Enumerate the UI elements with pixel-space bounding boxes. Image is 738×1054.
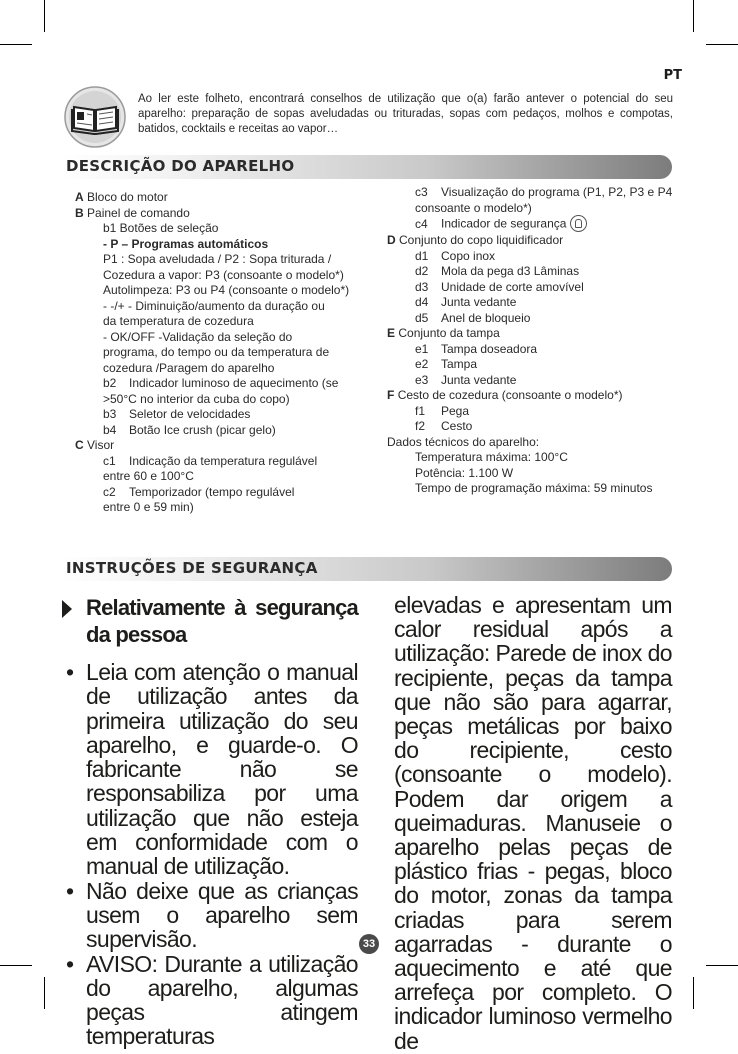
item-text: Temporizador (tempo regulável: [129, 484, 295, 499]
item-text: Potência: 1.100 W: [415, 465, 514, 480]
section-header-description: [62, 155, 672, 179]
item-text: Temperatura máxima: 100°C: [415, 450, 568, 464]
description-item: [387, 419, 687, 435]
item-key: e3: [415, 372, 429, 387]
item-text: Anel de bloqueio: [441, 310, 531, 325]
safety-bullet: • Não deixe que as crianças usem o aparelho sem supervisão.: [66, 879, 358, 952]
item-text: Junta vedante: [441, 295, 517, 309]
item-text: Cozedura a vapor: P3 (consoante o modelo*): [103, 267, 344, 282]
description-item: [387, 481, 687, 497]
crop-mark: [0, 44, 32, 45]
crop-mark: [0, 965, 32, 966]
crop-mark: [706, 965, 738, 966]
item-text: Tampa doseadora: [441, 341, 538, 356]
section-title: INSTRUÇÕES DE SEGURANÇA: [66, 559, 318, 577]
description-item: [387, 388, 687, 404]
description-item: [75, 190, 375, 206]
description-item: [387, 185, 687, 201]
description-item: [75, 392, 375, 408]
item-text: programa, do tempo ou da temperatura de: [103, 345, 330, 359]
item-text: Visor: [87, 438, 115, 452]
description-item: [75, 361, 375, 377]
item-text: Autolimpeza: P3 ou P4 (consoante o modelo*): [103, 283, 350, 297]
section-title: DESCRIÇÃO DO APARELHO: [66, 157, 295, 175]
item-text: - P – Programas automáticos: [103, 236, 269, 251]
description-item: [75, 283, 375, 299]
description-item: [75, 268, 375, 284]
description-item: [75, 221, 375, 237]
safety-bullet: • AVISO: Durante a utilização do aparelho, algumas peças atingem temperaturas: [66, 952, 358, 1049]
item-text: cozedura /Paragem do aparelho: [103, 360, 275, 375]
item-text: Indicação da temperatura regulável: [129, 453, 318, 468]
item-key: b4: [103, 422, 117, 437]
description-item: [387, 201, 687, 217]
item-text: Indicador luminoso de aquecimento (se: [129, 376, 339, 390]
description-item: [75, 438, 375, 454]
description-item: [75, 206, 375, 222]
description-item: [387, 373, 687, 389]
crop-mark: [706, 44, 738, 45]
language-code: PT: [663, 68, 682, 83]
item-key: d5: [415, 310, 429, 325]
item-key: f2: [415, 419, 426, 433]
description-item: [387, 280, 687, 296]
description-item: [75, 376, 375, 392]
description-item: [387, 311, 687, 327]
description-item: [75, 299, 375, 315]
safety-bullet-list: [66, 660, 358, 1049]
item-key: e2: [415, 357, 429, 371]
item-text: >50°C no interior da cuba do copo): [103, 391, 290, 406]
description-item: [75, 423, 375, 439]
description-item: [75, 345, 375, 361]
item-text: - OK/OFF -Validação da seleção do: [103, 329, 293, 344]
item-text: Pega: [441, 403, 470, 418]
item-key: c2: [103, 484, 116, 499]
item-key: f1: [415, 403, 426, 418]
crop-mark: [693, 0, 694, 32]
item-text: Cesto: [441, 419, 473, 433]
item-key: C: [75, 438, 84, 452]
item-text: entre 60 e 100°C: [103, 469, 194, 483]
item-text: da temperatura de cozedura: [103, 314, 254, 328]
description-item: [387, 216, 687, 233]
item-text: P1 : Sopa aveludada / P2 : Sopa triturada /: [103, 252, 332, 266]
description-item: [387, 295, 687, 311]
item-text: Unidade de corte amovível: [441, 279, 584, 294]
item-key: d4: [415, 295, 429, 309]
item-key: B: [75, 205, 84, 220]
item-key: d3: [415, 279, 429, 294]
description-item: [387, 326, 687, 342]
safety-left-column: [66, 594, 358, 1049]
item-text: consoante o modelo*): [415, 200, 532, 215]
safety-continuation: elevadas e apresentam um calor residual após a utilização: Parede de inox do recipiente, peças da tampa que não são para agarrar, peças metálicas por baixo do recipiente, cesto (consoante o modelo). Podem dar origem a queimaduras. Manuseie o aparelho pelas peças de plástico frias - pegas, bloco do motor, zonas da tampa criadas para serem agarradas - durante o aquecimento e até que arrefeça por completo. O indicador luminoso vermelho de: [394, 592, 672, 1054]
item-key: E: [387, 326, 396, 340]
item-key: D: [387, 233, 396, 247]
description-item: [75, 237, 375, 253]
item-text: Tempo de programação máxima: 59 minutos: [415, 481, 653, 495]
item-key: F: [387, 388, 395, 402]
item-text: Tampa: [441, 357, 478, 371]
description-item: [387, 357, 687, 373]
item-text: Conjunto da tampa: [398, 326, 500, 340]
lock-indicator-icon: [570, 215, 587, 232]
item-key: c4: [415, 216, 428, 231]
item-text: Cesto de cozedura (consoante o modelo*): [397, 388, 623, 402]
crop-mark: [693, 977, 694, 1009]
intro-paragraph: Ao ler este folheto, encontrará conselhos de utilização que o(a) farão antever o potencial do seu aparelho: preparação de sopas aveludadas ou trituradas, sopas com pedaços, molhos e compotas, batidos, cocktails e receitas ao vapor…: [138, 93, 673, 136]
item-text: Seletor de velocidades: [129, 407, 251, 421]
item-key: d2: [415, 264, 429, 278]
description-item: [75, 330, 375, 346]
section-header-safety: [62, 557, 672, 581]
description-item: [75, 485, 375, 501]
crop-mark: [44, 977, 45, 1009]
triangle-bullet-icon: [62, 600, 72, 618]
item-key: c1: [103, 453, 116, 468]
description-item: [75, 314, 375, 330]
description-item: [387, 264, 687, 280]
item-text: - -/+ - Diminuição/aumento da duração ou: [103, 298, 325, 313]
description-item: [387, 466, 687, 482]
description-item: [75, 469, 375, 485]
item-key: b3: [103, 407, 117, 421]
description-item: [75, 407, 375, 423]
page-number: 33: [359, 934, 379, 954]
item-key: b2: [103, 376, 117, 390]
description-left-column: [75, 190, 375, 516]
description-item: [387, 249, 687, 265]
item-key: c3: [415, 185, 428, 199]
description-item: [387, 435, 687, 451]
open-book-icon: [63, 85, 127, 149]
description-right-column: [387, 185, 687, 497]
item-text: Junta vedante: [441, 372, 517, 387]
description-item: [387, 233, 687, 249]
item-text: b1 Botões de seleção: [103, 221, 219, 235]
item-text: entre 0 e 59 min): [103, 500, 194, 514]
description-item: [75, 252, 375, 268]
item-text: Mola da pega d3 Lâminas: [441, 264, 580, 278]
item-key: e1: [415, 341, 429, 356]
item-text: Conjunto do copo liquidificador: [399, 233, 564, 247]
description-item: [387, 404, 687, 420]
item-text: Painel de comando: [87, 205, 190, 220]
item-text: Visualização do programa (P1, P2, P3 e P4: [441, 185, 673, 199]
item-text: Bloco do motor: [87, 190, 168, 204]
safety-heading: Relativamente à segurança da pessoa: [66, 594, 358, 648]
description-item: [75, 454, 375, 470]
item-text: Dados técnicos do aparelho:: [387, 434, 540, 449]
safety-bullet: • Leia com atenção o manual de utilização antes da primeira utilização do seu aparelho, e guarde-o. O fabricante não se responsabiliza por uma utilização que não esteja em conformidade com o manual de utilização.: [66, 660, 358, 879]
safety-right-column: [394, 593, 672, 1053]
description-item: [387, 342, 687, 358]
item-text: Indicador de segurança: [441, 216, 567, 231]
item-key: A: [75, 190, 84, 204]
description-item: [387, 450, 687, 466]
item-key: d1: [415, 248, 429, 263]
item-text: Copo inox: [441, 248, 496, 263]
crop-mark: [44, 0, 45, 32]
description-item: [75, 500, 375, 516]
item-text: Botão Ice crush (picar gelo): [129, 422, 276, 437]
